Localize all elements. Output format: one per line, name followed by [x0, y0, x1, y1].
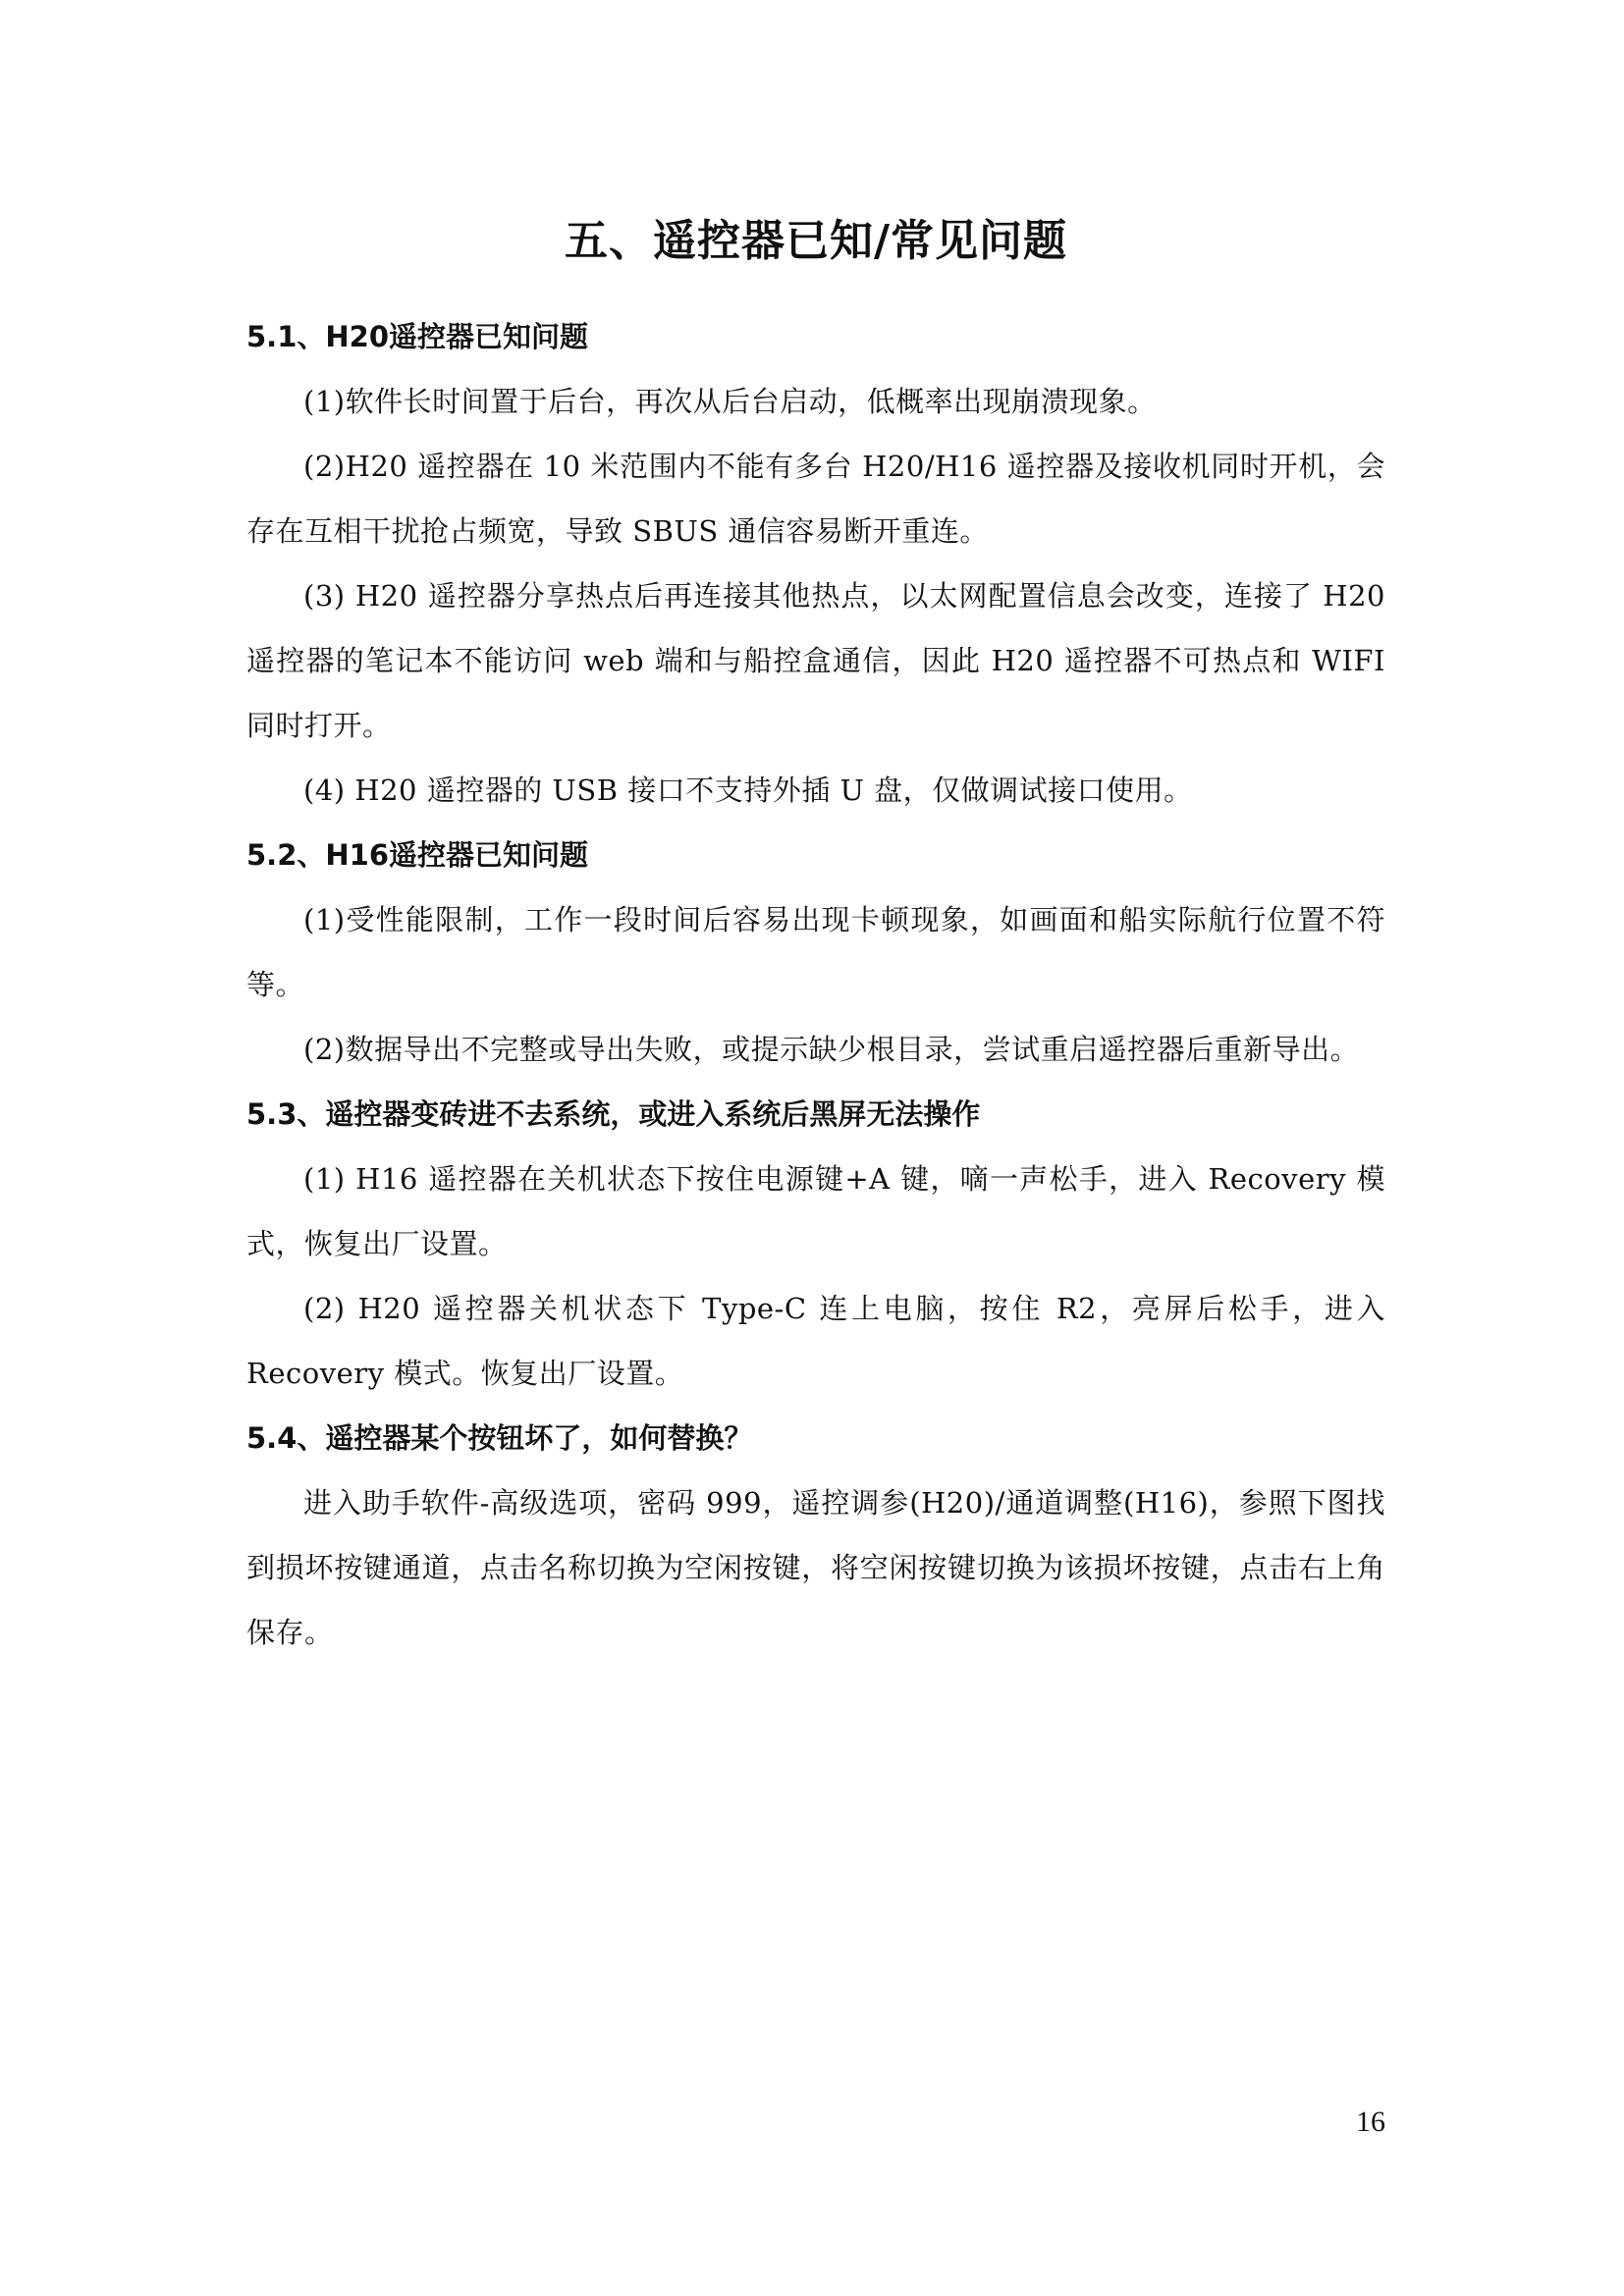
paragraph: (3) H20 遥控器分享热点后再连接其他热点，以太网配置信息会改变，连接了 H20 遥控器的笔记本不能访问 web 端和与船控盒通信，因此 H20 遥控器不可热点和 WIFI 同时打开。 [246, 579, 1385, 742]
section-heading: 5.4、遥控器某个按钮坏了，如何替换？ [246, 1421, 753, 1455]
section-5-3 [246, 1082, 1385, 1406]
paragraph: (1) H16 遥控器在关机状态下按住电源键+A 键，嘀一声松手，进入 Recovery 模式，恢复出厂设置。 [246, 1162, 1385, 1260]
paragraph: (2)H20 遥控器在 10 米范围内不能有多台 H20/H16 遥控器及接收机同时开机，会存在互相干扰抢占频宽，导致 SBUS 通信容易断开重连。 [246, 450, 1385, 548]
paragraph: 进入助手软件-高级选项，密码 999，遥控调参(H20)/通道调整(H16)，参照下图找到损坏按键通道，点击名称切换为空闲按键，将空闲按键切换为该损坏按键，点击右上角保存。 [246, 1486, 1385, 1649]
section-5-4 [246, 1406, 1385, 1665]
chapter-title: 五、遥控器已知/常见问题 [564, 216, 1068, 266]
paragraph: (4) H20 遥控器的 USB 接口不支持外插 U 盘，仅做调试接口使用。 [303, 774, 1193, 807]
paragraph: (2) H20 遥控器关机状态下 Type-C 连上电脑，按住 R2，亮屏后松手，进入 Recovery 模式。恢复出厂设置。 [246, 1292, 1385, 1390]
section-heading: 5.3、遥控器变砖进不去系统，或进入系统后黑屏无法操作 [246, 1097, 981, 1131]
section-heading: 5.2、H16遥控器已知问题 [246, 838, 589, 872]
paragraph: (1)软件长时间置于后台，再次从后台启动，低概率出现崩溃现象。 [303, 385, 1157, 418]
page-number: 16 [1356, 2106, 1385, 2138]
paragraph: (2)数据导出不完整或导出失败，或提示缺少根目录，尝试重启遥控器后重新导出。 [303, 1033, 1360, 1066]
section-heading: 5.1、H20遥控器已知问题 [246, 320, 589, 353]
section-5-2 [246, 823, 1385, 1082]
paragraph: (1)受性能限制，工作一段时间后容易出现卡顿现象，如画面和船实际航行位置不符等。 [246, 903, 1385, 1001]
section-5-1 [246, 304, 1385, 823]
page-content [246, 204, 1385, 1665]
